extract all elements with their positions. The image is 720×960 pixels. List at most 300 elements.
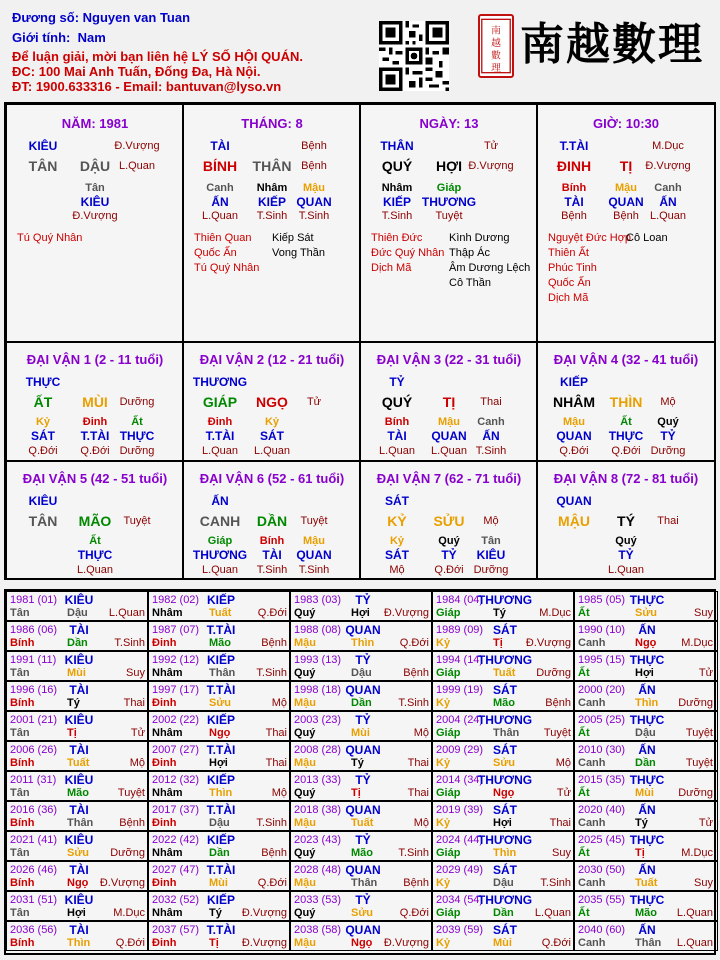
luck-pillar-cell xyxy=(6,342,183,461)
pillar-growth-stage: Đ.Vượng xyxy=(114,140,160,152)
luck-hidden-stem: Bính xyxy=(259,535,285,547)
luck-hidden-stem: Canh xyxy=(477,416,505,428)
luck-branch-stage: Tuyệt xyxy=(300,515,328,527)
year-god: SÁT xyxy=(493,743,517,757)
luck-pillar-cell xyxy=(360,342,537,461)
year-label: 2036 (56) xyxy=(10,924,58,936)
year-branch: Dần xyxy=(493,907,514,919)
hidden-stem: Mậu xyxy=(615,182,637,194)
year-stem: Nhâm xyxy=(152,907,183,919)
year-stem: Ất xyxy=(578,787,590,799)
star-left: Tú Quý Nhân xyxy=(17,232,83,244)
pillar-growth-stage: M.Dục xyxy=(652,140,684,152)
luck-hidden-stage: L.Quan xyxy=(607,564,645,576)
year-stage: Tuyệt xyxy=(685,757,713,769)
year-god: T.TÀI xyxy=(206,803,236,817)
year-god: SÁT xyxy=(493,623,517,637)
luck-hidden-stem: Kỷ xyxy=(35,416,51,428)
year-branch: Tuất xyxy=(351,817,374,829)
year-cell[interactable] xyxy=(6,771,148,801)
luck-hidden-god: TÀI xyxy=(387,429,407,443)
luck-hidden-god: THỰC xyxy=(608,429,644,443)
year-stage: Đ.Vượng xyxy=(241,907,287,919)
year-cell[interactable] xyxy=(574,681,718,711)
year-branch: Tị xyxy=(67,727,77,739)
year-label: 1990 (10) xyxy=(578,624,626,636)
year-label: 2037 (57) xyxy=(152,924,200,936)
year-stem: Tân xyxy=(10,607,30,619)
year-stem: Ất xyxy=(578,667,590,679)
luck-stem-god: KIẾP xyxy=(559,375,589,389)
year-cell[interactable] xyxy=(148,681,290,711)
year-stage: Đ.Vượng xyxy=(383,937,429,949)
year-stem: Bính xyxy=(10,877,35,889)
year-cell[interactable] xyxy=(290,921,432,951)
year-branch: Dần xyxy=(635,757,656,769)
hidden-stem-stage: Tuyệt xyxy=(435,210,463,222)
year-god: TỶ xyxy=(355,713,371,727)
year-stem: Nhâm xyxy=(152,787,183,799)
year-stage: T.Sinh xyxy=(398,697,429,709)
luck-pillar-cell xyxy=(537,342,715,461)
year-stage: Suy xyxy=(126,667,145,679)
luck-hidden-stage: Q.Đới xyxy=(28,445,58,457)
year-stem: Mậu xyxy=(294,757,316,769)
year-cell[interactable] xyxy=(574,801,718,831)
year-god: QUAN xyxy=(345,923,381,937)
year-cell[interactable] xyxy=(290,651,432,681)
luck-hidden-stem: Tân xyxy=(481,535,501,547)
hidden-stem: Giáp xyxy=(436,182,462,194)
star-right: Thập Ác xyxy=(449,247,490,259)
hidden-stem: Canh xyxy=(206,182,234,194)
luck-stem-god: TỶ xyxy=(389,375,405,389)
hidden-stem: Nhâm xyxy=(381,182,413,194)
year-stem: Canh xyxy=(578,817,606,829)
luck-heaven-stem: CANH xyxy=(199,513,241,529)
year-cell[interactable] xyxy=(432,831,574,861)
year-label: 1988 (08) xyxy=(294,624,342,636)
hidden-stem-stage: L.Quan xyxy=(649,210,687,222)
star-left: Dịch Mã xyxy=(371,262,412,274)
year-god: SÁT xyxy=(493,863,517,877)
year-cell[interactable] xyxy=(6,741,148,771)
luck-hidden-stem: Ất xyxy=(89,535,101,547)
year-label: 2013 (33) xyxy=(294,774,342,786)
year-god: T.TÀI xyxy=(206,863,236,877)
year-cell[interactable] xyxy=(148,741,290,771)
year-label: 2009 (29) xyxy=(436,744,484,756)
hidden-stem-stage: T.Sinh xyxy=(381,210,413,222)
luck-earth-branch: SỬU xyxy=(433,513,465,529)
hidden-stem-god: ẤN xyxy=(659,195,677,209)
year-stem: Tân xyxy=(10,787,30,799)
year-cell[interactable] xyxy=(574,591,718,621)
year-label: 2017 (37) xyxy=(152,804,200,816)
year-cell[interactable] xyxy=(574,921,718,951)
year-cell[interactable] xyxy=(432,591,574,621)
year-stem: Mậu xyxy=(294,877,316,889)
year-cell[interactable] xyxy=(148,771,290,801)
year-stem: Ất xyxy=(578,607,590,619)
year-label: 2010 (30) xyxy=(578,744,626,756)
hidden-stem: Bính xyxy=(561,182,587,194)
year-stage: Tử xyxy=(698,667,713,679)
pillar-earth-branch: TỊ xyxy=(619,158,633,174)
contact-invite: Để luận giải, mời bạn liên hệ LÝ SỐ HỘI QUÁN. xyxy=(12,49,303,64)
year-cell[interactable] xyxy=(574,741,718,771)
year-cell[interactable] xyxy=(6,861,148,891)
year-stage: Thai xyxy=(123,697,145,709)
star-left: Quốc Ấn xyxy=(194,247,237,259)
year-branch: Mão xyxy=(351,847,373,859)
year-god: KIẾP xyxy=(206,713,236,727)
year-god: ẤN xyxy=(638,623,656,637)
seal-char-3: 數 xyxy=(491,50,501,62)
year-stem: Quý xyxy=(294,667,316,679)
year-cell[interactable] xyxy=(148,831,290,861)
year-cell[interactable] xyxy=(148,591,290,621)
luck-hidden-stage: Dưỡng xyxy=(473,564,509,576)
year-stage: Bệnh xyxy=(403,667,429,679)
luck-hidden-stage: Q.Đới xyxy=(559,445,589,457)
year-cell[interactable] xyxy=(148,711,290,741)
year-cell[interactable] xyxy=(290,681,432,711)
year-branch: Dần xyxy=(209,847,230,859)
pillar-branch-stage: Đ.Vượng xyxy=(468,160,514,172)
luck-hidden-stage: L.Quan xyxy=(253,445,291,457)
year-branch: Thìn xyxy=(67,937,91,949)
year-branch: Tý xyxy=(67,697,80,709)
year-label: 2008 (28) xyxy=(294,744,342,756)
year-stem: Quý xyxy=(294,907,316,919)
year-branch: Tý xyxy=(635,817,648,829)
seal-stamp xyxy=(478,14,514,78)
pillar-title: NĂM: 1981 xyxy=(61,116,129,131)
hidden-stem: Tân xyxy=(85,182,105,194)
year-stage: Suy xyxy=(552,847,571,859)
pillar-heaven-stem: ĐINH xyxy=(556,158,592,174)
year-cell[interactable] xyxy=(148,921,290,951)
luck-pillar-cell xyxy=(537,461,715,579)
year-cell[interactable] xyxy=(574,711,718,741)
year-cell[interactable] xyxy=(432,921,574,951)
star-left: Đức Quý Nhân xyxy=(371,247,445,259)
year-cell[interactable] xyxy=(574,861,718,891)
year-label: 2005 (25) xyxy=(578,714,626,726)
year-label: 2018 (38) xyxy=(294,804,342,816)
year-stem: Bính xyxy=(10,637,35,649)
year-branch: Thân xyxy=(493,727,520,739)
pillar-growth-stage: Tử xyxy=(483,140,499,152)
year-god: THƯƠNG xyxy=(477,653,533,667)
luck-branch-stage: Tuyệt xyxy=(123,515,151,527)
hidden-stem-god: KIẾP xyxy=(382,195,412,209)
year-god: KIÊU xyxy=(64,653,94,667)
luck-hidden-god: SÁT xyxy=(385,548,409,562)
luck-heaven-stem: KỶ xyxy=(387,513,407,529)
phone-email-line: ĐT: 1900.633316 - Email: bantuvan@lyso.vn xyxy=(12,79,282,94)
year-label: 2004 (24) xyxy=(436,714,484,726)
year-label: 1985 (05) xyxy=(578,594,626,606)
luck-earth-branch: MÙI xyxy=(82,394,108,410)
year-god: ẤN xyxy=(638,683,656,697)
luck-hidden-stem: Đinh xyxy=(82,416,108,428)
luck-hidden-stage: Q.Đới xyxy=(80,445,110,457)
year-stem: Giáp xyxy=(436,667,461,679)
year-branch: Sửu xyxy=(209,697,232,709)
pillar-title: THÁNG: 8 xyxy=(241,116,303,131)
year-cell[interactable] xyxy=(6,651,148,681)
owner-name: Đương số: Nguyen van Tuan xyxy=(12,10,191,25)
pillar-heaven-stem: BÍNH xyxy=(202,158,238,174)
year-cell[interactable] xyxy=(6,681,148,711)
year-cell[interactable] xyxy=(432,711,574,741)
year-label: 2034 (54) xyxy=(436,894,484,906)
hidden-stem-god: KIÊU xyxy=(80,195,110,209)
year-stem: Nhâm xyxy=(152,607,183,619)
year-cell[interactable] xyxy=(290,831,432,861)
year-cell[interactable] xyxy=(6,831,148,861)
year-stage: T.Sinh xyxy=(114,637,145,649)
year-stem: Bính xyxy=(10,697,35,709)
year-stage: Q.Đới xyxy=(257,877,287,889)
year-cell[interactable] xyxy=(6,621,148,651)
year-cell[interactable] xyxy=(148,651,290,681)
year-cell[interactable] xyxy=(432,741,574,771)
year-stem: Nhâm xyxy=(152,727,183,739)
hidden-stem-stage: Đ.Vượng xyxy=(72,210,118,222)
year-label: 2038 (58) xyxy=(294,924,342,936)
year-stage: Mộ xyxy=(555,757,571,769)
header xyxy=(0,0,720,100)
year-stem: Tân xyxy=(10,847,30,859)
qr-code-icon[interactable] xyxy=(379,21,449,91)
year-stem: Ất xyxy=(578,727,590,739)
year-cell[interactable] xyxy=(574,651,718,681)
year-branch: Sửu xyxy=(493,757,516,769)
year-god: SÁT xyxy=(493,803,517,817)
year-god: THỰC xyxy=(629,713,665,727)
year-stem: Canh xyxy=(578,697,606,709)
year-cell[interactable] xyxy=(432,801,574,831)
year-branch: Dậu xyxy=(67,607,88,619)
luck-earth-branch: DẦN xyxy=(256,513,288,529)
pillar-earth-branch: THÂN xyxy=(252,158,292,174)
year-branch: Tị xyxy=(209,937,219,949)
luck-hidden-stem: Quý xyxy=(657,416,679,428)
year-label: 1983 (03) xyxy=(294,594,342,606)
year-cell[interactable] xyxy=(6,921,148,951)
luck-hidden-god: SÁT xyxy=(31,429,55,443)
year-cell[interactable] xyxy=(574,771,718,801)
star-left: Tú Quý Nhân xyxy=(194,262,260,274)
luck-hidden-stem: Đinh xyxy=(207,416,233,428)
luck-hidden-stage: T.Sinh xyxy=(256,564,288,576)
year-cell[interactable] xyxy=(290,861,432,891)
year-cell[interactable] xyxy=(6,891,148,921)
year-branch: Hợi xyxy=(209,757,228,769)
year-cell[interactable] xyxy=(6,591,148,621)
year-branch: Thìn xyxy=(635,697,659,709)
luck-hidden-god: QUAN xyxy=(296,548,332,562)
year-stem: Giáp xyxy=(436,727,461,739)
year-label: 1994 (14) xyxy=(436,654,484,666)
year-branch: Ngọ xyxy=(351,937,373,949)
year-cell[interactable] xyxy=(432,651,574,681)
year-branch: Dần xyxy=(67,637,88,649)
year-cell[interactable] xyxy=(148,861,290,891)
luck-hidden-god: QUAN xyxy=(556,429,592,443)
luck-hidden-stage: Q.Đới xyxy=(434,564,464,576)
year-label: 2011 (31) xyxy=(10,774,57,786)
luck-hidden-stage: L.Quan xyxy=(378,445,416,457)
luck-earth-branch: TÝ xyxy=(617,513,635,529)
star-right: Kình Dương xyxy=(449,232,510,244)
year-stage: Tuyệt xyxy=(117,787,145,799)
year-cell[interactable] xyxy=(574,621,718,651)
year-label: 2024 (44) xyxy=(436,834,484,846)
luck-heaven-stem: ẤT xyxy=(33,394,53,410)
year-stage: L.Quan xyxy=(676,907,713,919)
year-stage: T.Sinh xyxy=(256,817,287,829)
year-cell[interactable] xyxy=(290,711,432,741)
year-stem: Kỷ xyxy=(436,937,451,949)
year-stem: Ất xyxy=(578,847,590,859)
year-cell[interactable] xyxy=(148,891,290,921)
year-stage: Đ.Vượng xyxy=(241,937,287,949)
year-god: TỶ xyxy=(355,773,371,787)
year-cell[interactable] xyxy=(290,591,432,621)
year-god: QUAN xyxy=(345,803,381,817)
year-stage: T.Sinh xyxy=(256,667,287,679)
pillar-heaven-stem: QUÝ xyxy=(381,158,413,174)
star-right: Cô Loan xyxy=(626,232,668,244)
pillar-cell xyxy=(360,104,537,342)
year-cell[interactable] xyxy=(290,621,432,651)
year-branch: Ngọ xyxy=(635,637,657,649)
year-stage: M.Dục xyxy=(539,607,571,619)
brand-logo: 南越數理 xyxy=(520,19,704,70)
year-god: QUAN xyxy=(345,743,381,757)
year-god: ẤN xyxy=(638,803,656,817)
year-god: ẤN xyxy=(638,743,656,757)
year-stage: Q.Đới xyxy=(257,607,287,619)
year-label: 2014 (34) xyxy=(436,774,484,786)
year-branch: Tý xyxy=(351,757,364,769)
hidden-stem-god: THƯƠNG xyxy=(421,195,477,209)
year-label: 2025 (45) xyxy=(578,834,626,846)
year-cell[interactable] xyxy=(148,801,290,831)
year-label: 2031 (51) xyxy=(10,894,58,906)
star-left: Thiên Ất xyxy=(548,247,589,259)
year-stage: Q.Đới xyxy=(399,637,429,649)
year-stem: Ất xyxy=(578,907,590,919)
year-cell[interactable] xyxy=(290,771,432,801)
star-left: Thiên Quan xyxy=(194,232,252,244)
year-label: 2000 (20) xyxy=(578,684,626,696)
year-god: TÀI xyxy=(69,923,89,937)
luck-hidden-stem: Kỷ xyxy=(389,535,405,547)
luck-hidden-god: T.TÀI xyxy=(205,429,235,443)
year-stage: Q.Đới xyxy=(541,937,571,949)
year-branch: Tị xyxy=(635,847,645,859)
luck-heaven-stem: QUÝ xyxy=(381,394,413,410)
year-cell[interactable] xyxy=(432,861,574,891)
pillar-growth-stage: Bệnh xyxy=(301,140,327,152)
year-label: 1986 (06) xyxy=(10,624,58,636)
address-line: ĐC: 100 Mai Anh Tuấn, Đống Đa, Hà Nội. xyxy=(12,64,261,79)
year-stem: Canh xyxy=(578,877,606,889)
year-cell[interactable] xyxy=(432,771,574,801)
year-branch: Tuất xyxy=(635,877,658,889)
luck-hidden-god: TỶ xyxy=(660,429,676,443)
year-cell[interactable] xyxy=(574,891,718,921)
hidden-stem: Mậu xyxy=(303,182,325,194)
year-stage: Tuyệt xyxy=(685,727,713,739)
luck-earth-branch: TỊ xyxy=(442,394,456,410)
year-god: ẤN xyxy=(638,863,656,877)
year-branch: Thân xyxy=(209,667,236,679)
year-cell[interactable] xyxy=(6,711,148,741)
year-label: 2035 (55) xyxy=(578,894,626,906)
year-cell[interactable] xyxy=(432,891,574,921)
year-stage: T.Sinh xyxy=(398,847,429,859)
hidden-stem-stage: Bệnh xyxy=(613,210,639,222)
year-cell[interactable] xyxy=(6,801,148,831)
year-god: SÁT xyxy=(493,683,517,697)
year-cell[interactable] xyxy=(290,891,432,921)
pillar-cell xyxy=(537,104,715,342)
gender-label: Giới tính: xyxy=(12,30,71,45)
year-cell[interactable] xyxy=(432,681,574,711)
year-cell[interactable] xyxy=(574,831,718,861)
year-branch: Mùi xyxy=(351,727,370,739)
year-stem: Kỷ xyxy=(436,697,451,709)
year-label: 1992 (12) xyxy=(152,654,200,666)
year-cell[interactable] xyxy=(290,801,432,831)
luck-branch-stage: Thai xyxy=(480,396,502,408)
luck-earth-branch: THÌN xyxy=(609,394,643,410)
year-stage: L.Quan xyxy=(676,937,713,949)
year-stem: Tân xyxy=(10,907,30,919)
year-stage: Tuyệt xyxy=(543,727,571,739)
hidden-stem-god: KIẾP xyxy=(257,195,287,209)
year-stage: Bệnh xyxy=(545,697,571,709)
year-cell[interactable] xyxy=(432,621,574,651)
luck-heaven-stem: GIÁP xyxy=(202,394,238,410)
star-left: Dịch Mã xyxy=(548,292,589,304)
hidden-stem-god: ẤN xyxy=(211,195,229,209)
year-label: 2033 (53) xyxy=(294,894,342,906)
luck-hidden-stem: Mậu xyxy=(563,416,585,428)
year-god: TỶ xyxy=(355,833,371,847)
year-stem: Quý xyxy=(294,847,316,859)
year-branch: Dậu xyxy=(493,877,514,889)
year-stage: T.Sinh xyxy=(540,877,571,889)
year-cell[interactable] xyxy=(290,741,432,771)
star-right: Vong Thần xyxy=(272,247,326,259)
year-branch: Hợi xyxy=(635,667,654,679)
year-stage: Dưỡng xyxy=(678,787,713,799)
luck-pillar-cell xyxy=(6,461,183,579)
year-stem: Quý xyxy=(294,607,316,619)
year-label: 2030 (50) xyxy=(578,864,626,876)
year-stem: Canh xyxy=(578,637,606,649)
year-god: TÀI xyxy=(69,743,89,757)
year-cell[interactable] xyxy=(148,621,290,651)
year-god: TÀI xyxy=(69,623,89,637)
